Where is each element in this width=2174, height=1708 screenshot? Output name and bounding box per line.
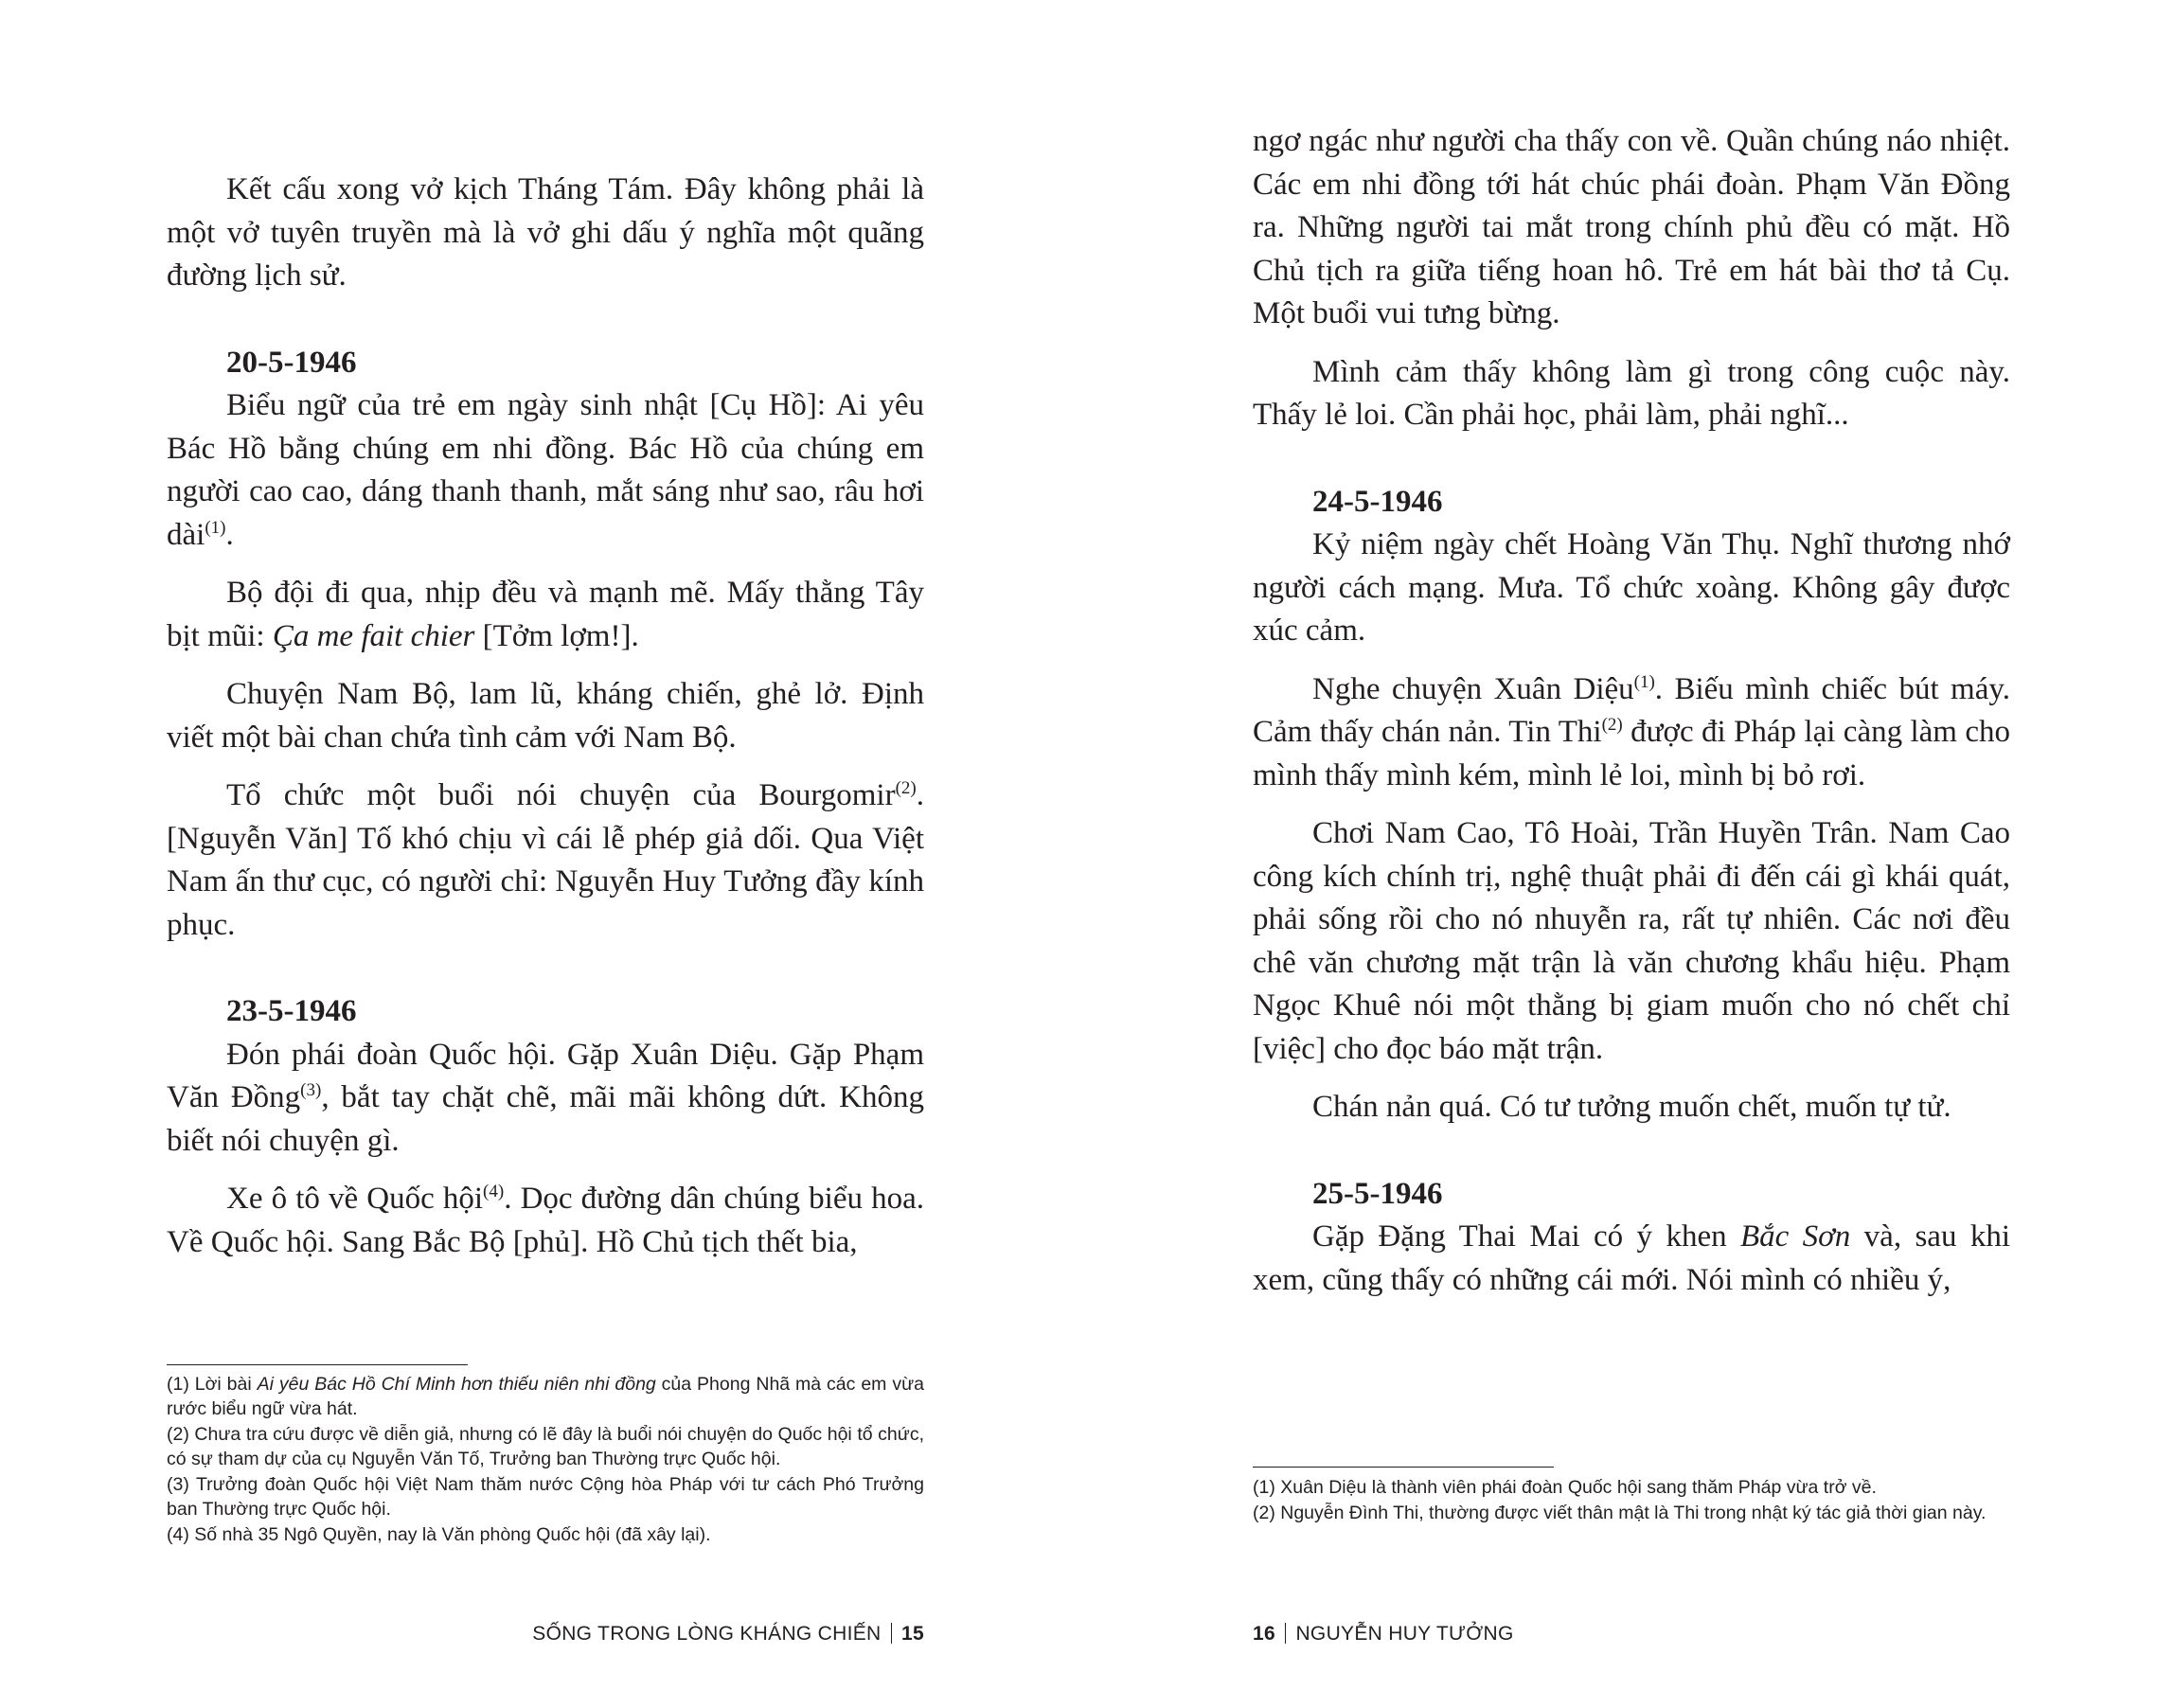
paragraph-text: Nghe chuyện Xuân Diệu [1312,671,1634,706]
footnote-text: của Phong Nhã mà các em vừa rước biểu ngữ vừa hát. [167,1374,924,1419]
footnote [167,1372,924,1421]
paragraph [167,1178,924,1264]
paragraph: Chán nản quá. Có tư tưởng muốn chết, muốn tự tử. [1312,1090,1951,1124]
entry-date: 20-5-1946 [226,345,357,380]
page-number: 16 [1253,1623,1275,1645]
paragraph-text: , bắt tay chặt chẽ, mãi mãi không dứt. Không biết nói chuyện gì. [167,1080,924,1158]
paragraph-text: Đón phái đoàn Quốc hội. Gặp Xuân Diệu. Gặp Phạm Văn Đồng [167,1037,924,1114]
left-page-body [167,169,924,1279]
paragraph [167,384,924,557]
right-page [1087,0,2174,1708]
paragraph-text: Gặp Đặng Thai Mai có ý khen [1312,1219,1740,1254]
footnotes [1253,1475,2010,1526]
paragraph-text: và, sau khi xem, cũng thấy có những cái mới. Nói mình có nhiều ý, [1253,1219,2011,1297]
running-title: NGUYỄN HUY TƯỞNG [1295,1623,1514,1645]
paragraph: Kỷ niệm ngày chết Hoàng Văn Thụ. Nghĩ thương nhớ người cách mạng. Mưa. Tổ chức xoàng. Không gây được xúc cảm. [1253,527,2010,648]
paragraph-text: . [Nguyễn Văn] Tố khó chịu vì cái lễ phép giả dối. Qua Việt Nam ấn thư cục, có người chỉ: Nguyễn Huy Tưởng đầy kính phục. [167,778,924,942]
entry-date: 25-5-1946 [1312,1176,1443,1211]
entry-date: 24-5-1946 [1312,484,1443,519]
footer-divider [891,1623,893,1644]
footnote-ref[interactable]: (1) [205,517,226,538]
paragraph: ngơ ngác như người cha thấy con về. Quần chúng náo nhiệt. Các em nhi đồng tới hát chúc phái đoàn. Phạm Văn Đồng ra. Những người tai mắt trong chính phủ đều có mặt. Hồ Chủ tịch ra giữa tiếng hoan hô. Trẻ em hát bài thơ tả Cụ. Một buổi vui tưng bừng. [1253,124,2010,330]
footnote: (2) Nguyễn Đình Thi, thường được viết thân mật là Thi trong nhật ký tác giả thời gian này. [1253,1503,1987,1523]
paragraph-text: Tổ chức một buổi nói chuyện của Bourgomir [226,778,896,812]
footnote-ref[interactable]: (2) [1601,715,1623,735]
paragraph [167,572,924,658]
paragraph: Kết cấu xong vở kịch Tháng Tám. Đây không phải là một vở tuyên truyền mà là vở ghi dấu ý nghĩa một quãng đường lịch sử. [167,172,924,293]
paragraph-text: [Tởm lợm!]. [474,618,639,653]
italic-title: Ai yêu Bác Hồ Chí Minh hơn thiếu niên nhi đồng [257,1374,656,1395]
footnote: (2) Chưa tra cứu được về diễn giả, nhưng có lẽ đây là buổi nói chuyện do Quốc hội tổ chức, có sự tham dự của cụ Nguyễn Văn Tố, Trưởng ban Thường trực Quốc hội. [167,1424,924,1469]
footnote: (4) Số nhà 35 Ngô Quyền, nay là Văn phòng Quốc hội (đã xây lại). [167,1524,711,1545]
italic-title: Bắc Sơn [1739,1219,1851,1254]
footnote: (3) Trưởng đoàn Quốc hội Việt Nam thăm nước Cộng hòa Pháp với tư cách Phó Trưởng ban Thường trực Quốc hội. [167,1474,924,1520]
footer-divider [1285,1623,1287,1644]
paragraph-end: . [225,517,234,552]
running-footer [1253,1622,1514,1646]
paragraph [1253,668,2010,798]
paragraph [167,774,924,947]
paragraph-text: . Biếu mình chiếc bút máy. Cảm thấy chán nản. Tin Thi [1253,671,2010,749]
footnote-ref[interactable]: (3) [300,1080,322,1100]
footnote-ref[interactable]: (4) [483,1182,505,1201]
paragraph: Chơi Nam Cao, Tô Hoài, Trần Huyền Trân. Nam Cao công kích chính trị, nghệ thuật phải đi đến cái gì khái quát, phải sống rồi cho nó nhuyễn ra, rất tự nhiên. Các nơi đều chê văn chương mặt trận là văn chương khẩu hiệu. Phạm Ngọc Khuê nói một thằng bị giam muốn cho nó chết chỉ [việc] cho đọc báo mặt trận. [1253,816,2010,1066]
entry-date: 23-5-1946 [226,994,357,1028]
footnote-rule [1253,1467,1554,1468]
right-page-body [1253,120,2010,1317]
footnotes [167,1372,924,1548]
paragraph: Chuyện Nam Bộ, lam lũ, kháng chiến, ghẻ lở. Định viết một bài chan chứa tình cảm với Nam Bộ. [167,677,924,755]
footnote-ref[interactable]: (2) [895,778,917,798]
paragraph [167,1034,924,1164]
footnote-ref[interactable]: (1) [1633,671,1655,692]
italic-phrase: Ça me fait chier [272,618,475,653]
running-footer [532,1622,924,1646]
paragraph-text: Bộ đội đi qua, nhịp đều và mạnh mẽ. Mấy thằng Tây bịt mũi: [167,576,924,653]
page-number: 15 [901,1623,924,1645]
running-title: SỐNG TRONG LÒNG KHÁNG CHIẾN [532,1623,882,1645]
paragraph-text: Xe ô tô về Quốc hội [226,1182,484,1216]
footnote-rule [167,1364,468,1365]
paragraph-text: Biểu ngữ của trẻ em ngày sinh nhật [Cụ Hồ]: Ai yêu Bác Hồ bằng chúng em nhi đồng. Bác Hồ của chúng em người cao cao, dáng thanh thanh, mắt sáng như sao, râu hơi dài [167,388,924,552]
paragraph: Mình cảm thấy không làm gì trong công cuộc này. Thấy lẻ loi. Cần phải học, phải làm, phải nghĩ... [1253,354,2010,432]
footnote: (1) Xuân Diệu là thành viên phái đoàn Quốc hội sang thăm Pháp vừa trở về. [1253,1477,1877,1498]
paragraph [1253,1216,2010,1302]
paragraph-text: được đi Pháp lại càng làm cho mình thấy mình kém, mình lẻ loi, mình bị bỏ rơi. [1253,715,2011,792]
footnote-text: (1) Lời bài [167,1374,258,1395]
paragraph-text: . Dọc đường dân chúng biểu hoa. Về Quốc hội. Sang Bắc Bộ [phủ]. Hồ Chủ tịch thết bia, [167,1182,924,1259]
